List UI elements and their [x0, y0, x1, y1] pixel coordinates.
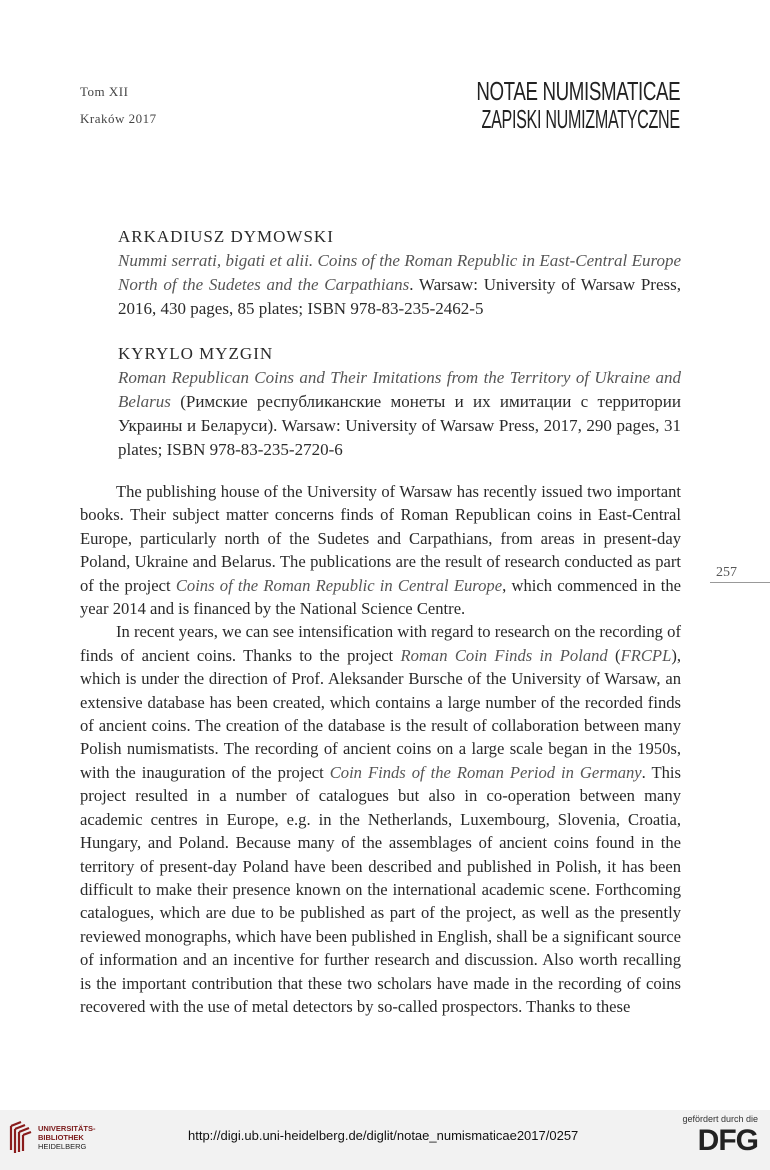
- library-name[interactable]: [38, 1124, 96, 1151]
- review-book-title-1: Nummi serrati, bigati et alii. Coins of the Roman Republic in East-Central Europe North of the Sudetes and the Carpathians: [118, 251, 681, 294]
- review-book-details-2: (Римские республиканские монеты и их имитации с территории Украины и Беларуси). Warsaw: University of Warsaw Press, 2017, 290 pages, 31 plates; ISBN 978-83-235-2720-6: [118, 392, 681, 459]
- page-number: 257: [716, 565, 737, 580]
- review-citation-2: [118, 342, 681, 462]
- review-author-2: KYRYLO MYZGIN: [118, 344, 274, 363]
- source-url-link[interactable]: http://digi.ub.uni-heidelberg.de/diglit/notae_numismaticae2017/0257: [188, 1128, 579, 1143]
- project-title-coin-finds-germany: Coin Finds of the Roman Period in Germany: [329, 762, 642, 782]
- review-citation-1: [118, 225, 681, 321]
- page-number-rule: [710, 582, 770, 583]
- dfg-logo[interactable]: DFG: [697, 1124, 758, 1157]
- journal-title-polish: ZAPISKI NUMIZMATYCZNE: [481, 104, 680, 134]
- paragraph-1-text: The publishing house of the University of Warsaw has recently issued two important books. Their subject matter concerns finds of Roman Republican coins in East-Central Europe, particularly north of the Sudetes and Carpathians, from areas in present-day Poland, Ukraine and Belarus. The publications are the result of research conducted as part of the project: [80, 482, 681, 595]
- footer-bar: [0, 1110, 770, 1170]
- paragraph-2-text-a: In recent years, we can see intensification with regard to research on the recording of finds of ancient coins. Thanks to the project: [80, 622, 681, 665]
- library-name-line-1: UNIVERSITÄTS-: [38, 1124, 96, 1133]
- library-name-line-2: BIBLIOTHEK: [38, 1133, 84, 1142]
- place-year-label: Kraków 2017: [80, 111, 157, 126]
- volume-label: Tom XII: [80, 84, 129, 99]
- project-title-coins-roman-republic: Coins of the Roman Republic in Central Europe: [175, 575, 503, 595]
- project-title-roman-coin-finds: Roman Coin Finds in Poland: [400, 645, 608, 665]
- review-reference-2: [118, 366, 681, 462]
- journal-title-latin: NOTAE NUMISMATICAE: [476, 76, 680, 106]
- funded-by-label: gefördert durch die: [682, 1114, 758, 1124]
- article-body: [80, 480, 681, 1018]
- paragraph-2-text-b: (: [607, 645, 621, 665]
- review-book-title-2: Roman Republican Coins and Their Imitations from the Territory of Ukraine and Belarus: [118, 368, 681, 411]
- review-author-1: ARKADIUSZ DYMOWSKI: [118, 227, 334, 246]
- paragraph-2-text-d: . This project resulted in a number of catalogues but also in co-operation between many academic centres in Europe, e.g. in the Netherlands, Luxembourg, Slovenia, Croatia, Hungary, and Poland. Because many of the assemblages of ancient coins found in the territory of present-day Poland have been described and published in Polish, it has been difficult to make their presence known on the international academic scene. Forthcoming catalogues, which are due to be published as part of the project, as well as the presently reviewed monographs, which have been published in English, shall be a significant source of information and an incentive for further research and discussion. Also worth recalling is the important contribution that these two scholars have made in the recording of coins recovered with the use of metal detectors by so-called prospectors. Thanks to these: [80, 762, 681, 1016]
- review-book-details-1: . Warsaw: University of Warsaw Press, 2016, 430 pages, 85 plates; ISBN 978-83-235-2462-5: [118, 275, 681, 318]
- review-reference-1: [118, 249, 681, 321]
- paragraph-1: [80, 480, 681, 620]
- paragraph-1-text-end: , which commenced in the year 2014 and is financed by the National Science Centre.: [80, 575, 682, 619]
- library-logo-icon[interactable]: [8, 1120, 34, 1154]
- library-name-line-3: HEIDELBERG: [38, 1142, 87, 1151]
- paragraph-2: [80, 620, 681, 1018]
- paragraph-2-text-c: ), which is under the direction of Prof. Aleksander Bursche of the University of Warsaw, an extensive database has been created, which contains a large number of the recorded finds of ancient coins. The creation of the database is the result of collaboration between many Polish numismatists. The recording of ancient coins on a large scale began in the 1950s, with the inauguration of the project: [80, 645, 681, 782]
- project-acronym-frcpl: FRCPL: [620, 645, 672, 665]
